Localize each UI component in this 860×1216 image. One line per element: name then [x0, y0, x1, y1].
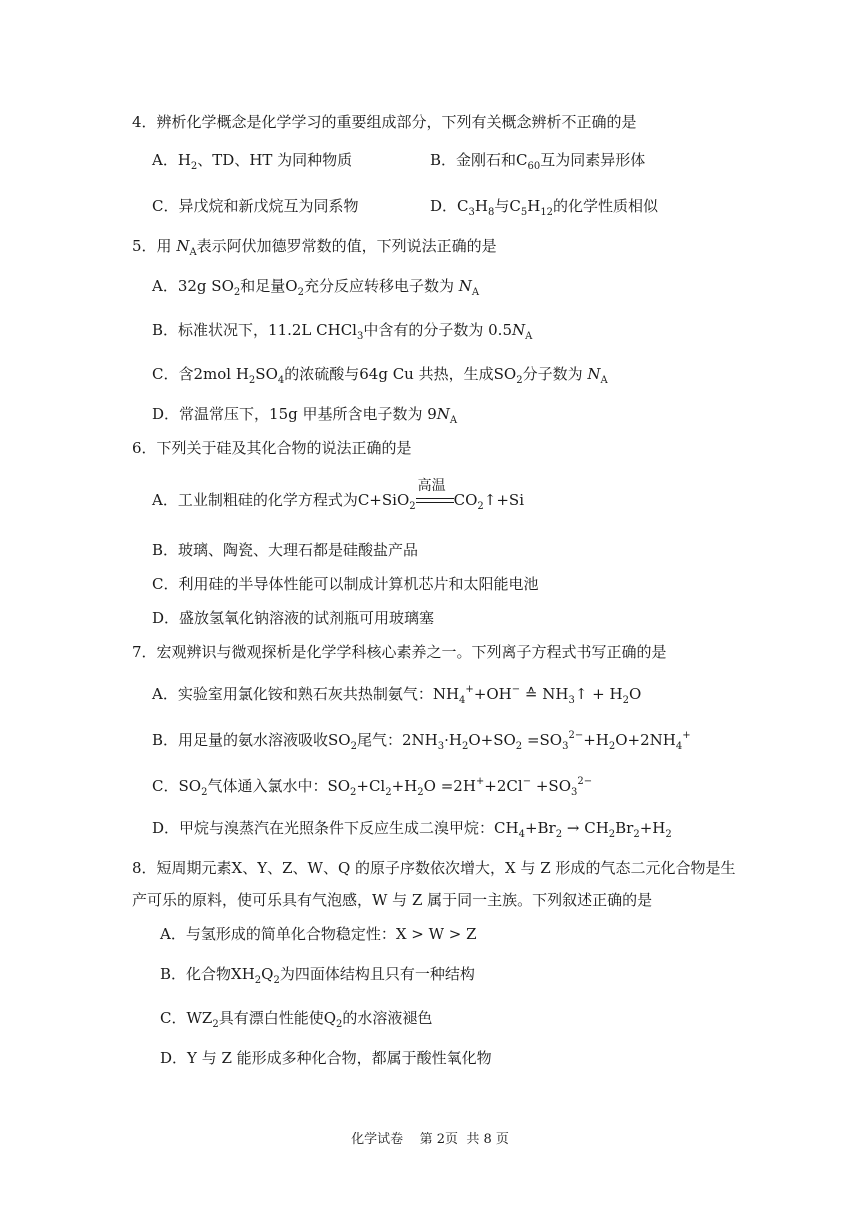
question-6-option-b: B．玻璃、陶瓷、大理石都是硅酸盐产品 — [152, 541, 419, 559]
question-6-option-c: C．利用硅的半导体性能可以制成计算机芯片和太阳能电池 — [152, 575, 539, 593]
question-7-option-d: D．甲烷与溴蒸汽在光照条件下反应生成二溴甲烷：$CH_4+Br_2 \to CH_2Br_2+H_2$ — [152, 819, 672, 840]
question-8-stem-line-2: 产可乐的原料，使可乐具有气泡感，W 与 Z 属于同一主族。下列叙述正确的是 — [132, 891, 653, 909]
question-5-stem: 5．用 $N_A$表示阿伏加德罗常数的值，下列说法正确的是 — [132, 237, 497, 258]
question-7-option-a: A．实验室用氯化铵和熟石灰共热制氨气：$NH_4^++OH^-$ ≙ $NH_3↑ + H_2O$ — [152, 684, 642, 706]
page-footer: 化学试卷 第 2页 共 8 页 — [351, 1132, 509, 1147]
question-6-stem: 6．下列关于硅及其化合物的说法正确的是 — [132, 439, 412, 457]
question-4-option-a: A．$H_2$、TD、HT 为同种物质 — [152, 151, 353, 172]
question-7-option-b: B．用足量的氨水溶液吸收$SO_2$尾气：$2NH_3\cdot H_2O+SO_2 =SO_3^{2-}+H_2O+2NH_4^+$ — [152, 730, 691, 752]
question-8-option-a: A．与氢形成的简单化合物稳定性：X > W > Z — [160, 925, 477, 943]
question-4-option-b: B．金刚石和$C_{60}$互为同素异形体 — [430, 151, 646, 172]
question-5-option-c: C．含2mol $H_2SO_4$的浓硫酸与64g Cu 共热，生成$SO_2$分子数为 $N_A$ — [152, 365, 608, 386]
reaction-condition-arrow: 高温 — [416, 494, 454, 508]
question-4-option-c: C．异戊烷和新戊烷互为同系物 — [152, 197, 359, 215]
question-7-stem: 7．宏观辨识与微观探析是化学学科核心素养之一。下列离子方程式书写正确的是 — [132, 643, 667, 661]
question-8-option-d: D．Y 与 Z 能形成多种化合物，都属于酸性氧化物 — [160, 1049, 492, 1067]
question-4-option-d: D．$C_3H_8$与$C_5H_{12}$的化学性质相似 — [430, 197, 659, 218]
question-5-option-d: D．常温常压下，15g 甲基所含电子数为 $9N_A$ — [152, 405, 458, 426]
question-8-option-b: B．化合物$XH_2Q_2$为四面体结构且只有一种结构 — [160, 965, 475, 986]
question-8-option-c: C．$WZ_2$具有漂白性能使$Q_2$的水溶液褪色 — [160, 1009, 433, 1030]
question-4-stem: 4．辨析化学概念是化学学习的重要组成部分，下列有关概念辨析不正确的是 — [132, 113, 637, 131]
question-8-stem-line-1: 8．短周期元素X、Y、Z、W、Q 的原子序数依次增大，X 与 Z 形成的气态二元化合物是生 — [132, 859, 736, 877]
question-5-option-b: B．标准状况下，11.2L CHCl$_3$中含有的分子数为 $0.5N_A$ — [152, 321, 533, 342]
question-7-option-c: C．$SO_2$气体通入氯水中：$SO_2+Cl_2+H_2O =2H^++2Cl^- +SO_3^{2-}$ — [152, 776, 593, 798]
question-6-option-a: A．工业制粗硅的化学方程式为C+SiO$_2$ 高温 $CO_2↑+Si$ — [152, 478, 524, 512]
question-6-option-d: D．盛放氢氧化钠溶液的试剂瓶可用玻璃塞 — [152, 609, 435, 627]
question-5-option-a: A．32g $SO_2$和足量$O_2$充分反应转移电子数为 $N_A$ — [152, 277, 480, 298]
